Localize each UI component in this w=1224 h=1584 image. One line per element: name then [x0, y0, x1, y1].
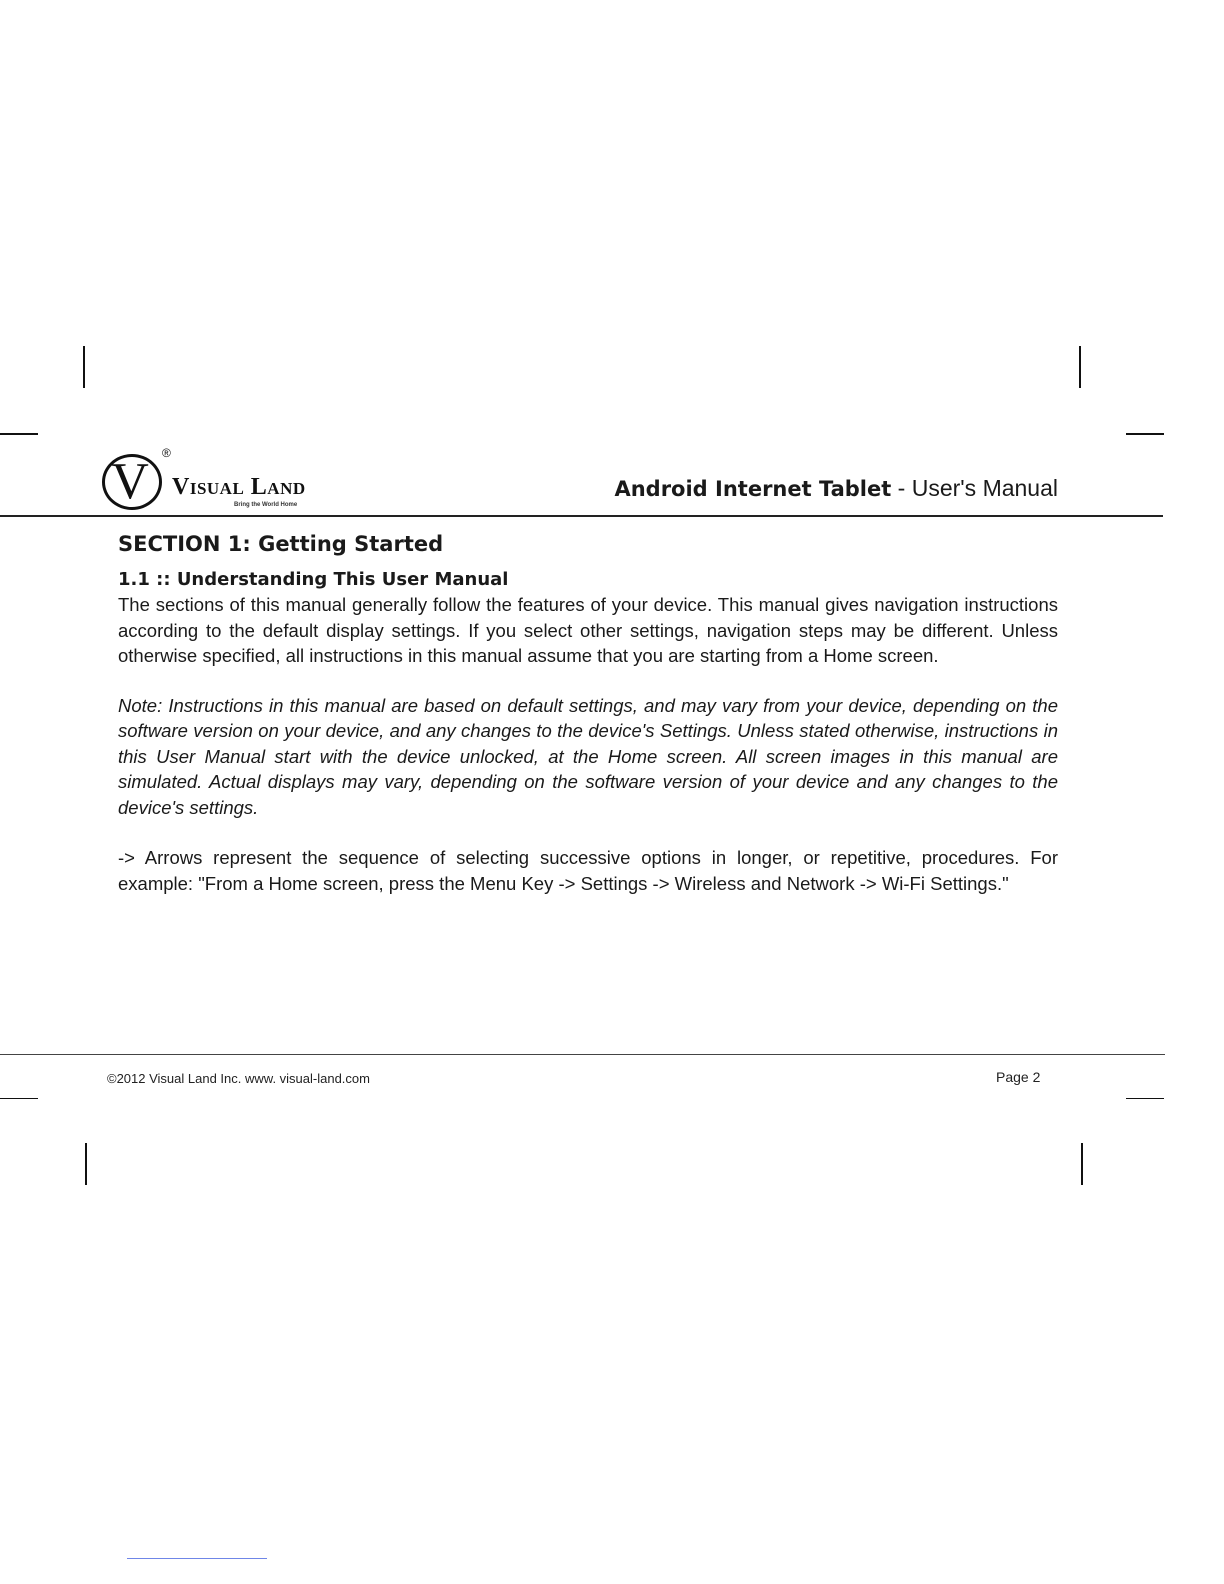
note-paragraph: Note: Instructions in this manual are based on default settings, and may vary from your device, depending on the software version on your device, and any changes to the device's Settings. Unless stated otherwise, instructions in this User Manual start with the device unlocked, at the Home screen. All screen images in this manual are simulated. Actual displays may vary, depending on the software version of your device and any changes to the device's settings.	[118, 694, 1058, 818]
crop-mark-bottom-left-horizontal	[0, 1098, 38, 1099]
registered-mark: ®	[162, 446, 171, 460]
footer-copyright: ©2012 Visual Land Inc. www. visual-land.com	[107, 1071, 370, 1086]
header-rule	[0, 515, 1163, 517]
section-title: SECTION 1: Getting Started	[118, 532, 444, 556]
crop-mark-bottom-left-vertical	[85, 1143, 87, 1185]
logo-tagline: Bring the World Home	[234, 502, 298, 508]
manual-content	[118, 532, 1058, 896]
subsection-title: 1.1 :: Understanding This User Manual	[118, 569, 509, 590]
page-number: Page 2	[996, 1069, 1041, 1085]
bottom-blue-line	[127, 1558, 267, 1559]
header-title	[614, 475, 1058, 502]
intro-paragraph: The sections of this manual generally follow the features of your device. This manual gives navigation instructions according to the default display settings. If you select other settings, navigation steps may be different. Unless otherwise specified, all instructions in this manual assume that you are starting from a Home screen.	[118, 594, 1058, 666]
header-title-rest: - User's Manual	[891, 475, 1058, 501]
logo-name: Visual Land	[172, 474, 306, 500]
visual-land-logo	[100, 446, 340, 514]
logo-letter: V	[111, 453, 149, 510]
arrows-paragraph: -> Arrows represent the sequence of selecting successive options in longer, or repetitive, procedures. For example: "From a Home screen, press the Menu Key -> Settings -> Wireless and Network -> Wi-Fi Settings."	[118, 847, 1058, 894]
crop-mark-bottom-right-horizontal	[1126, 1098, 1164, 1099]
crop-mark-top-left-horizontal	[0, 433, 38, 435]
header-title-bold: Android Internet Tablet	[614, 477, 892, 501]
crop-mark-top-left-vertical	[83, 346, 85, 388]
crop-mark-bottom-right-vertical	[1081, 1143, 1083, 1185]
crop-mark-top-right-vertical	[1079, 346, 1081, 388]
crop-mark-top-right-horizontal	[1126, 433, 1164, 435]
footer-rule	[0, 1054, 1165, 1055]
